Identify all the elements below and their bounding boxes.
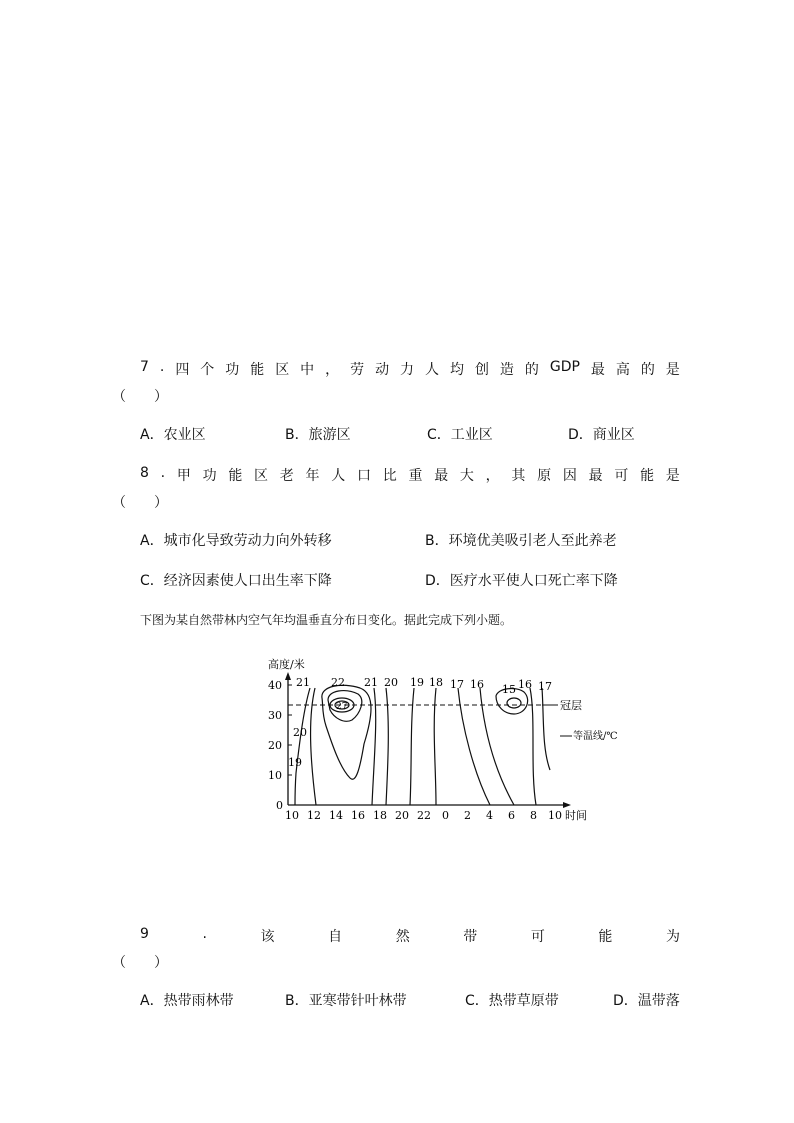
- q9-option-a: A．热带雨林带: [140, 993, 234, 1009]
- canopy-label: 冠层: [560, 699, 582, 712]
- figure-intro: 下图为某自然带林内空气年均温垂直分布日变化。据此完成下列小题。: [140, 613, 513, 627]
- contour-label: 15: [502, 683, 516, 696]
- isotherm-19: [295, 688, 310, 805]
- q7-option-d: D．商业区: [568, 427, 635, 443]
- x-tick: 18: [373, 809, 387, 822]
- legend-label: 等温线/℃: [573, 731, 618, 742]
- contour-label: 19: [410, 676, 424, 689]
- x-tick: 8: [530, 809, 537, 822]
- q9-option-c: C．热带草原带: [465, 993, 559, 1009]
- q8-option-d: D．医疗水平使人口死亡率下降: [425, 573, 618, 589]
- x-tick: 20: [395, 809, 409, 822]
- contour-label-left: 20: [293, 726, 307, 739]
- isotherm-14-ring: [507, 698, 521, 708]
- x-tick: 10: [548, 809, 562, 822]
- contour-label: 17: [538, 680, 552, 693]
- q7-stem: 7 . 四 个 功 能 区 中 ， 劳 动 力 人 均 创 造 的 GDP 最 高 的 是: [140, 359, 680, 378]
- q8-answer-paren: （ ）: [112, 495, 168, 511]
- q7-option-a: A．农业区: [140, 427, 206, 443]
- contour-label: 17: [450, 678, 464, 691]
- contour-label: 21: [296, 676, 310, 689]
- x-tick: 12: [307, 809, 321, 822]
- x-axis-arrow: [563, 802, 571, 808]
- x-tick: 14: [329, 809, 343, 822]
- y-axis-label: 高度/米: [268, 658, 305, 671]
- isotherm-20b: [386, 688, 388, 805]
- x-tick: 22: [417, 809, 431, 822]
- y-tick-40: 40: [268, 679, 282, 692]
- isotherm-17: [458, 688, 490, 805]
- x-tick: 2: [464, 809, 471, 822]
- x-tick: 10: [285, 809, 299, 822]
- x-tick: 6: [508, 809, 515, 822]
- y-axis-arrow: [285, 672, 291, 680]
- q9-option-b: B．亚寒带针叶林带: [285, 993, 407, 1009]
- x-tick: 4: [486, 809, 493, 822]
- q7-option-b: B．旅游区: [285, 427, 351, 443]
- q9-answer-paren: （ ）: [112, 955, 168, 971]
- contour-label-left: 19: [288, 756, 302, 769]
- contour-label-core: 27: [336, 702, 348, 712]
- isotherm-18: [434, 688, 436, 805]
- y-tick-10: 10: [268, 769, 282, 782]
- x-tick: 0: [442, 809, 449, 822]
- contour-label: 22: [331, 676, 345, 689]
- x-tick: 16: [351, 809, 365, 822]
- q8-option-a: A．城市化导致劳动力向外转移: [140, 533, 332, 549]
- contour-label: 16: [518, 678, 532, 691]
- isotherm-19b: [410, 688, 414, 805]
- contour-label: 18: [429, 676, 443, 689]
- isotherm-figure: [260, 648, 618, 828]
- contour-labels: [288, 676, 552, 769]
- y-tick-0: 0: [276, 799, 283, 812]
- isotherm-20: [311, 688, 316, 805]
- q9-option-d: D．温带落: [613, 993, 680, 1009]
- y-tick-20: 20: [268, 739, 282, 752]
- isotherms: [295, 685, 550, 805]
- q8-stem: 8 . 甲 功 能 区 老 年 人 口 比 重 最 大 ， 其 原 因 最 可 能 是: [140, 465, 680, 484]
- isotherm-21: [372, 688, 376, 805]
- isotherm-21-ring: [322, 685, 371, 779]
- x-axis-label: 时间: [565, 809, 587, 822]
- q8-option-b: B．环境优美吸引老人至此养老: [425, 533, 617, 549]
- q7-answer-paren: （ ）: [112, 389, 168, 405]
- contour-label: 20: [384, 676, 398, 689]
- isotherm-16b: [530, 688, 536, 805]
- isotherm-16: [480, 688, 514, 805]
- isotherm-17b: [542, 688, 550, 770]
- q9-stem: 9 . 该 自 然 带 可 能 为: [140, 926, 680, 945]
- q8-option-c: C．经济因素使人口出生率下降: [140, 573, 332, 589]
- x-ticks: [285, 809, 562, 822]
- y-tick-30: 30: [268, 709, 282, 722]
- q7-option-c: C．工业区: [427, 427, 493, 443]
- contour-label: 16: [470, 678, 484, 691]
- contour-label: 21: [364, 676, 378, 689]
